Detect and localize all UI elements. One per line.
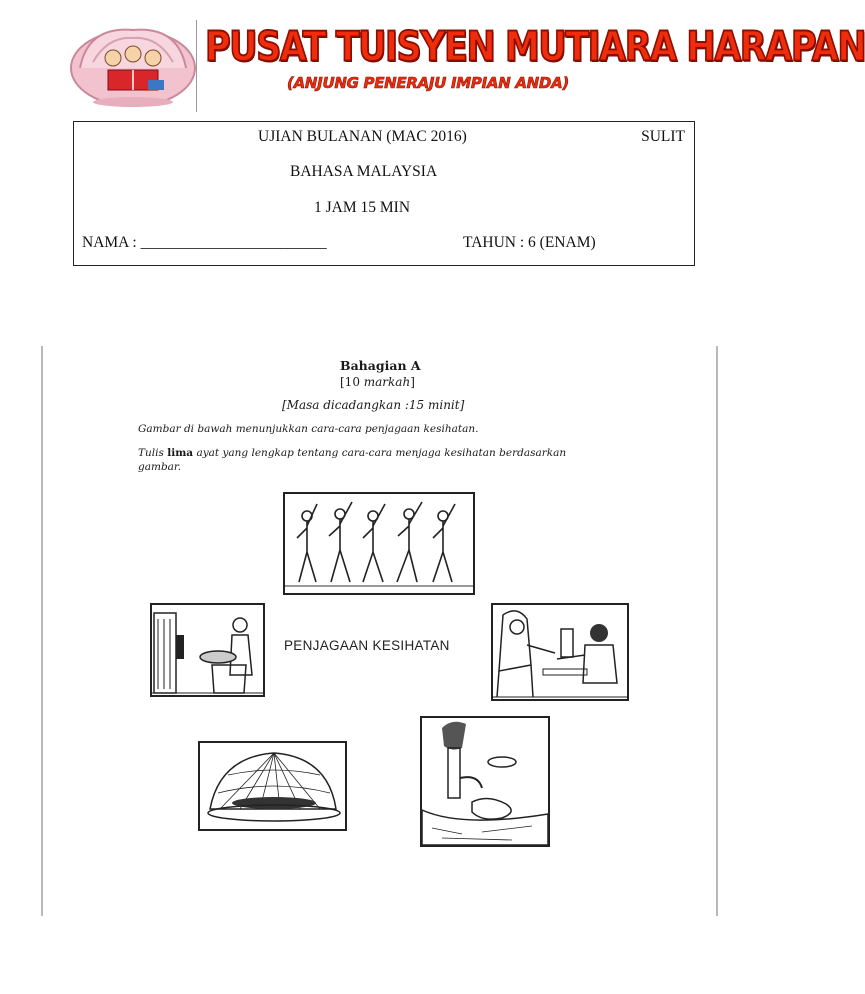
section-marks: [10 markah] bbox=[340, 375, 415, 389]
exam-title: UJIAN BULANAN (MAC 2016) bbox=[258, 128, 467, 145]
name-field[interactable]: NAMA : ________________________ bbox=[82, 234, 327, 251]
header-divider bbox=[196, 20, 197, 112]
year-field: TAHUN : 6 (ENAM) bbox=[463, 234, 596, 251]
exercise-illustration bbox=[283, 492, 475, 595]
scan-right-edge bbox=[716, 346, 718, 916]
covered-food-illustration bbox=[198, 741, 347, 831]
instruction-2: Tulis lima ayat yang lengkap tentang cara-cara menjaga kesihatan berdasarkan gambar. bbox=[138, 447, 567, 473]
handwashing-illustration bbox=[420, 716, 550, 847]
suggested-time: [Masa dicadangkan :15 minit] bbox=[282, 398, 465, 412]
trash-bin-illustration bbox=[150, 603, 265, 697]
section-title: Bahagian A bbox=[340, 358, 421, 373]
centre-tagline: (ANJUNG PENERAJU IMPIAN ANDA) bbox=[287, 74, 569, 92]
subject-label: BAHASA MALAYSIA bbox=[290, 163, 438, 180]
scan-left-edge bbox=[41, 346, 43, 916]
central-theme-label: PENJAGAAN KESIHATAN bbox=[284, 638, 450, 653]
centre-name-title: PUSAT TUISYEN MUTIARA HARAPAN bbox=[205, 24, 865, 72]
tuition-centre-logo bbox=[68, 18, 198, 110]
classification-label: SULIT bbox=[641, 128, 685, 145]
instruction-1: Gambar di bawah menunjukkan cara-cara penjagaan kesihatan. bbox=[138, 423, 479, 435]
doctor-visit-illustration bbox=[491, 603, 629, 701]
duration-label: 1 JAM 15 MIN bbox=[314, 199, 411, 216]
exam-info-box bbox=[73, 121, 695, 266]
